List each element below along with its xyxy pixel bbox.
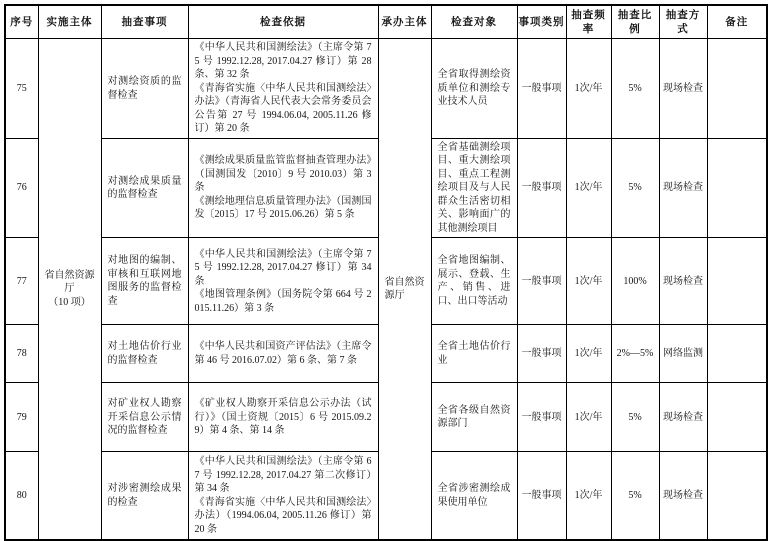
- frequency-cell: 1次/年: [566, 452, 611, 540]
- col-header-basis: 检查依据: [188, 5, 378, 39]
- remark-cell: [707, 138, 767, 238]
- frequency-cell: 1次/年: [566, 325, 611, 383]
- category-cell: 一般事项: [517, 325, 566, 383]
- basis-citation: 《中华人民共和国测绘法》（主席令第 75 号 1992.12.28, 2017.04.27 修订）第 34 条: [194, 248, 372, 287]
- document-page: [4, 4, 768, 541]
- remark-cell: [707, 452, 767, 540]
- item-cell: 对土地估价行业的监督检查: [101, 325, 188, 383]
- serial-cell: 76: [5, 138, 38, 238]
- frequency-cell: 1次/年: [566, 138, 611, 238]
- basis-cell: [188, 383, 378, 452]
- method-cell: 现场检查: [659, 383, 707, 452]
- inspection-items-table: [4, 4, 768, 541]
- serial-cell: 78: [5, 325, 38, 383]
- basis-citation: 《中华人民共和国资产评估法》（主席令第 46 号 2016.07.02）第 6 条、第 7 条: [194, 341, 372, 366]
- implementer-count: （10 项）: [48, 296, 91, 308]
- frequency-cell: 1次/年: [566, 383, 611, 452]
- header-row: [5, 5, 767, 39]
- target-cell: 全省各级自然资源部门: [431, 383, 517, 452]
- serial-cell: 79: [5, 383, 38, 452]
- basis-cell: [188, 138, 378, 238]
- target-cell: 全省地图编制、展示、登载、生产、销售、进口、出口等活动: [431, 238, 517, 325]
- item-cell: 对地图的编制、审核和互联网地图服务的监督检查: [101, 238, 188, 325]
- remark-cell: [707, 39, 767, 139]
- target-cell: 全省土地估价行业: [431, 325, 517, 383]
- target-cell: 全省基础测绘项目、重大测绘项目、重点工程测绘项目及与人民群众生活密切相关、影响面广的其他测绘项目: [431, 138, 517, 238]
- implementer-cell: [38, 39, 101, 540]
- col-header-frequency: 抽查频率: [566, 5, 611, 39]
- frequency-cell: 1次/年: [566, 39, 611, 139]
- serial-cell: 80: [5, 452, 38, 540]
- basis-citation: 《测绘地理信息质量管理办法》（国测国发〔2015〕17 号 2015.06.26）第 5 条: [194, 195, 372, 221]
- basis-citation: 《地图管理条例》（国务院令第 664 号 2015.11.26）第 3 条: [194, 289, 372, 314]
- basis-cell: [188, 325, 378, 383]
- item-cell: 对测绘资质的监督检查: [101, 39, 188, 139]
- item-cell: 对涉密测绘成果的检查: [101, 452, 188, 540]
- target-cell: 全省取得测绘资质单位和测绘专业技术人员: [431, 39, 517, 139]
- target-cell: 全省涉密测绘成果使用单位: [431, 452, 517, 540]
- basis-citation: 《测绘成果质量监管监督抽查管理办法》（国测国发〔2010〕9 号 2010.03）第 3 条: [194, 155, 372, 194]
- method-cell: 现场检查: [659, 238, 707, 325]
- ratio-cell: 5%: [611, 39, 659, 139]
- item-cell: 对测绘成果质量的监督检查: [101, 138, 188, 238]
- col-header-undertaker: 承办主体: [378, 5, 431, 39]
- category-cell: 一般事项: [517, 238, 566, 325]
- implementer-name: 省自然资源厅: [44, 269, 95, 295]
- basis-citation: 《中华人民共和国测绘法》（主席令第 75 号 1992.12.28, 2017.04.27 修订）第 28 条、第 32 条: [194, 42, 372, 81]
- ratio-cell: 5%: [611, 138, 659, 238]
- remark-cell: [707, 325, 767, 383]
- remark-cell: [707, 383, 767, 452]
- ratio-cell: 5%: [611, 452, 659, 540]
- ratio-cell: 100%: [611, 238, 659, 325]
- category-cell: 一般事项: [517, 452, 566, 540]
- col-header-ratio: 抽查比例: [611, 5, 659, 39]
- table-row: [5, 39, 767, 139]
- serial-cell: 75: [5, 39, 38, 139]
- col-header-remark: 备注: [707, 5, 767, 39]
- ratio-cell: 2%—5%: [611, 325, 659, 383]
- undertaker-cell: 省自然资源厅: [378, 39, 431, 540]
- category-cell: 一般事项: [517, 383, 566, 452]
- col-header-category: 事项类别: [517, 5, 566, 39]
- method-cell: 现场检查: [659, 39, 707, 139]
- category-cell: 一般事项: [517, 39, 566, 139]
- basis-citation: 《中华人民共和国测绘法》（主席令第 67 号 1992.12.28, 2017.04.27 第二次修订）第 34 条: [194, 456, 372, 495]
- basis-cell: [188, 452, 378, 540]
- category-cell: 一般事项: [517, 138, 566, 238]
- col-header-target: 检查对象: [431, 5, 517, 39]
- basis-citation: 《青海省实施〈中华人民共和国测绘法〉办法》（青海省人民代表大会常务委员会公告第 27 号 1994.06.04, 2005.11.26 修订）第 20 条: [194, 82, 372, 135]
- method-cell: 现场检查: [659, 138, 707, 238]
- remark-cell: [707, 238, 767, 325]
- basis-cell: [188, 238, 378, 325]
- col-header-item: 抽查事项: [101, 5, 188, 39]
- col-header-method: 抽查方式: [659, 5, 707, 39]
- serial-cell: 77: [5, 238, 38, 325]
- item-cell: 对矿业权人勘察开采信息公示情况的监督检查: [101, 383, 188, 452]
- ratio-cell: 5%: [611, 383, 659, 452]
- frequency-cell: 1次/年: [566, 238, 611, 325]
- basis-citation: 《矿业权人勘察开采信息公示办法（试行）》（国土资规〔2015〕6 号 2015.09.29）第 4 条、第 14 条: [194, 398, 372, 437]
- method-cell: 现场检查: [659, 452, 707, 540]
- col-header-serial: 序号: [5, 5, 38, 39]
- col-header-implementer: 实施主体: [38, 5, 101, 39]
- basis-cell: [188, 39, 378, 139]
- method-cell: 网络监测: [659, 325, 707, 383]
- basis-citation: 《青海省实施〈中华人民共和国测绘法〉办法）（1994.06.04, 2005.11.26 修订）第 20 条: [194, 496, 372, 535]
